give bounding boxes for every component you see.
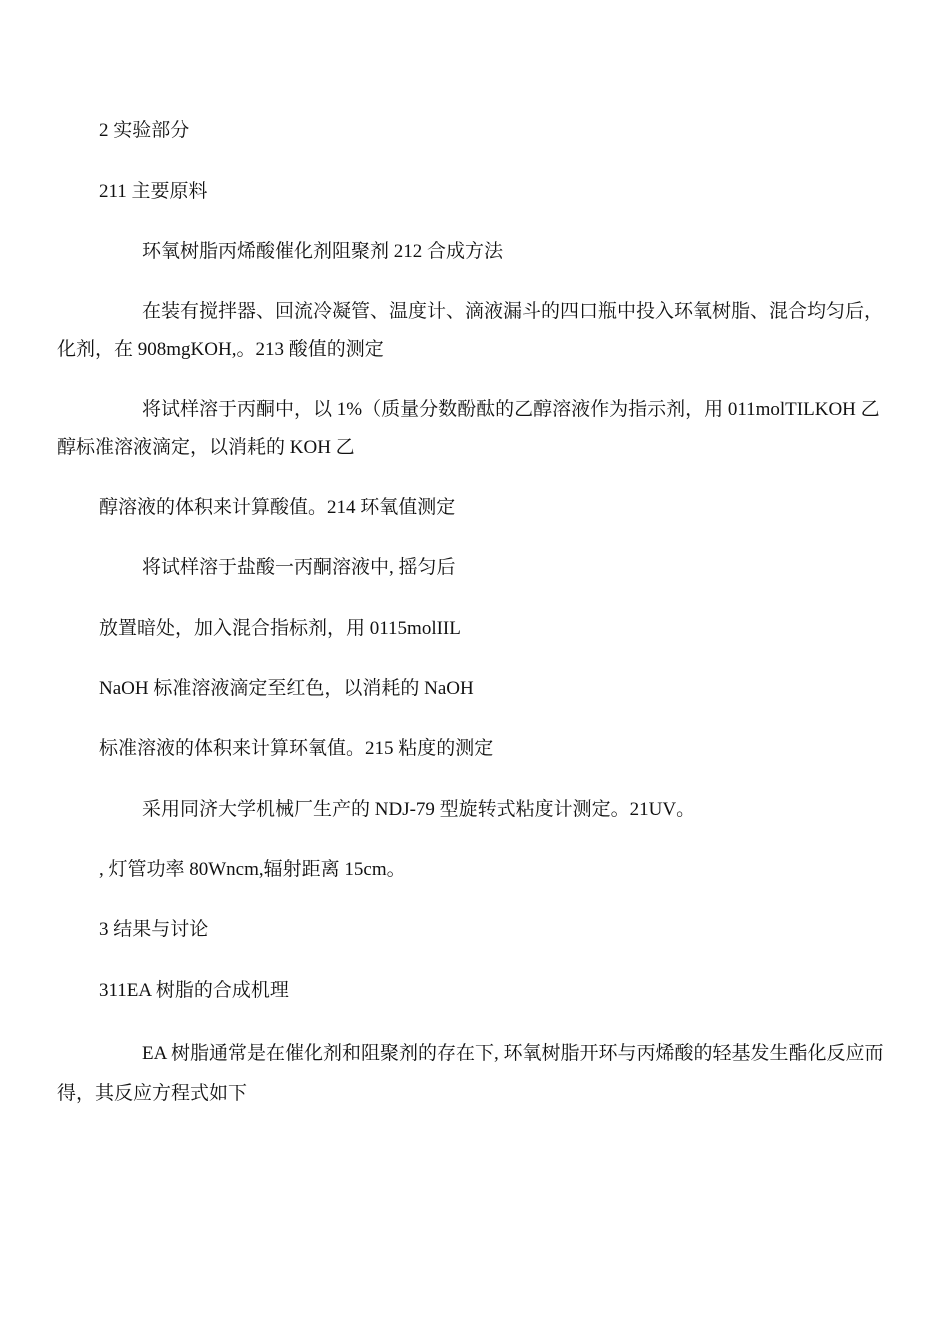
subsection-heading-mechanism: 311EA 树脂的合成机理	[99, 980, 289, 1001]
paragraph-line: 环氧树脂丙烯酸催化剂阻聚剂 212 合成方法	[142, 241, 504, 262]
paragraph-line: 将试样溶于丙酮中，以 1%（质量分数酚酞的乙醇溶液作为指示剂，用 011molTILKOH 乙	[142, 399, 880, 420]
paragraph-line: 化剂，在 908mgKOH,。213 酸值的测定	[57, 339, 384, 360]
paragraph-line: 放置暗处，加入混合指标剂，用 0115molIIL	[99, 618, 461, 639]
paragraph-line: EA 树脂通常是在催化剂和阻聚剂的存在下, 环氧树脂开环与丙烯酸的轻基发生酯化反应而	[142, 1043, 884, 1064]
paragraph-line: 醇溶液的体积来计算酸值。214 环氧值测定	[99, 497, 456, 518]
paragraph-line: 标准溶液的体积来计算环氧值。215 粘度的测定	[99, 738, 494, 759]
section-heading-experimental: 2 实验部分	[99, 120, 190, 141]
paragraph-line: NaOH 标准溶液滴定至红色，以消耗的 NaOH	[99, 678, 474, 699]
paragraph-line: 得，其反应方程式如下	[57, 1083, 248, 1104]
subsection-heading-materials: 211 主要原料	[99, 181, 208, 202]
section-heading-results: 3 结果与讨论	[99, 919, 209, 940]
paragraph-line: 在装有搅拌器、回流冷凝管、温度计、滴液漏斗的四口瓶中投入环氧树脂、混合均匀后，	[142, 301, 884, 322]
paragraph-line: , 灯管功率 80Wncm,辐射距离 15cm。	[99, 859, 406, 880]
paragraph-line: 采用同济大学机械厂生产的 NDJ-79 型旋转式粘度计测定。21UV。	[142, 799, 696, 820]
paragraph-line: 将试样溶于盐酸一丙酮溶液中, 摇匀后	[142, 557, 456, 578]
paragraph-line: 醇标准溶液滴定，以消耗的 KOH 乙	[57, 437, 355, 458]
